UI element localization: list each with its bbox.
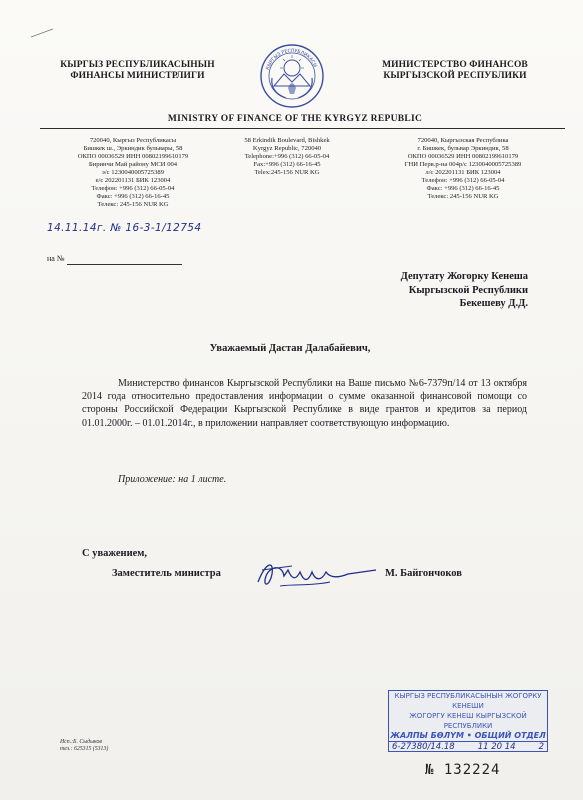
executor-phone: тел.: 625315 (5313)	[60, 746, 109, 752]
reference-number-field	[47, 254, 187, 263]
header-right-russian	[355, 60, 555, 82]
address-line: Биринчи Май району МСИ 004	[88, 161, 178, 168]
outgoing-number-handwritten: 14.11.14г. № 16-3-1/12754	[47, 222, 202, 234]
executor-note	[60, 739, 108, 753]
closing-regards: С уважением,	[82, 548, 148, 559]
address-line: Факс: +996 (312) 66-16-45	[96, 193, 170, 200]
address-line: ГНИ Перв.р-на 004р/с 1230040005725389	[404, 161, 522, 168]
header-left-kyrgyz	[45, 60, 230, 82]
address-line: Fax:+996 (312) 66-16-45	[253, 161, 321, 168]
address-line: Бишкек ш., Эркиндик бульвары, 58	[83, 145, 183, 152]
address-line: 720040, Кыргызская Республика	[417, 137, 509, 144]
address-line: 58 Erkindik Boulevard, Bishkek	[244, 137, 330, 144]
letter-body	[82, 377, 527, 430]
appendix-note: Приложение: на 1 листе.	[118, 474, 227, 485]
address-line: Telephone:+996 (312) 66-05-04	[244, 153, 330, 160]
address-block-russian	[368, 137, 558, 201]
emblem-text: КЫРГЫЗ РЕСПУБЛИКАСЫ	[265, 48, 318, 71]
reference-number-line	[67, 264, 182, 265]
address-line: е/с 202201131 БИК 123004	[95, 177, 171, 184]
stamp-registration-row	[389, 741, 547, 752]
address-line: л/с 202201131 БИК 123004	[425, 169, 501, 176]
address-line: Телефон: +996 (312) 66-05-04	[421, 177, 505, 184]
header-left-line-2: ФИНАНСЫ МИНИСТРЛИГИ	[70, 71, 205, 81]
stamp-registration-date: 11 20 14	[477, 742, 516, 752]
signatory-title: Заместитель министра	[112, 568, 221, 579]
address-line: Телефон: +996 (312) 66-05-04	[91, 185, 175, 192]
header-right-line-1: МИНИСТЕРСТВО ФИНАНСОВ	[382, 60, 528, 70]
address-line: ОКПО 00036529 ИНН 00802199610179	[77, 153, 189, 160]
addressee-line: Кыргызской Республики	[408, 284, 528, 296]
address-line: Телекс: 245-156 NUR KG	[427, 193, 499, 200]
address-line: 720040, Кыргыз Республикасы	[89, 137, 177, 144]
address-line: ОКПО 00036529 ИНН 00802199610179	[407, 153, 519, 160]
stamp-department: ЖАЛПЫ БӨЛҮМ • ОБЩИЙ ОТДЕЛ	[390, 731, 546, 740]
registration-stamp	[388, 690, 548, 752]
pen-mark	[30, 28, 54, 38]
addressee-block	[330, 270, 528, 311]
addressee-line: Депутату Жогорку Кенеша	[400, 271, 528, 282]
stamp-registration-number: 6-27380/14.18	[392, 742, 455, 752]
address-line: э/с 1230040005725389	[102, 169, 164, 176]
ministry-name-english: MINISTRY OF FINANCE OF THE KYRGYZ REPUBLIC	[167, 114, 423, 124]
state-emblem-icon	[258, 42, 326, 110]
document-serial-number: № 132224	[425, 762, 501, 778]
signatory-name: М. Байгончоков	[385, 568, 462, 579]
stamp-line-1: КЫРГЫЗ РЕСПУБЛИКАСЫНЫН ЖОГОРКУ КЕНЕШИ	[394, 692, 542, 710]
address-line: Факс: +996 (312) 66-16-45	[426, 185, 500, 192]
letter-body-text: Министерство финансов Кыргызской Республики на Ваше письмо №6-7379п/14 от 13 октября 2014 года относительно предоставления информации о сумме оказанной финансовой помощи со стороны Российской Федерации Кыргызской Республике в виде грантов и кредитов за период 01.01.2000г. – 01.01.2014г., в приложении направляет соответствующую информацию.	[82, 378, 527, 429]
signature-icon	[252, 556, 382, 592]
header-right-line-2: КЫРГЫЗСКОЙ РЕСПУБЛИКИ	[383, 71, 527, 81]
executor-name: Исп.:Б. Сыдыков	[60, 739, 102, 745]
header-left-line-1: КЫРГЫЗ РЕСПУБЛИКАСЫНЫН	[60, 60, 215, 70]
address-block-english	[222, 137, 352, 177]
address-block-kyrgyz	[48, 137, 218, 209]
reference-number-label: на №	[47, 254, 65, 263]
addressee-line: Бекешеву Д.Д.	[459, 298, 528, 309]
header-divider	[40, 128, 565, 129]
stamp-line-2: ЖОГОРГУ КЕНЕШ КЫРГЫЗСКОЙ РЕСПУБЛИКИ	[409, 712, 527, 730]
greeting: Уважаемый Дастан Далабайевич,	[209, 343, 371, 354]
stamp-registration-sheets: 2	[538, 742, 544, 752]
address-line: г. Бишкек, бульвар Эркиндик, 58	[417, 145, 509, 152]
address-line: Телекс: 245-156 NUR KG	[97, 201, 169, 208]
address-line: Kyrgyz Republic, 720040	[252, 145, 322, 152]
address-line: Telex:245-156 NUR KG	[254, 169, 320, 176]
